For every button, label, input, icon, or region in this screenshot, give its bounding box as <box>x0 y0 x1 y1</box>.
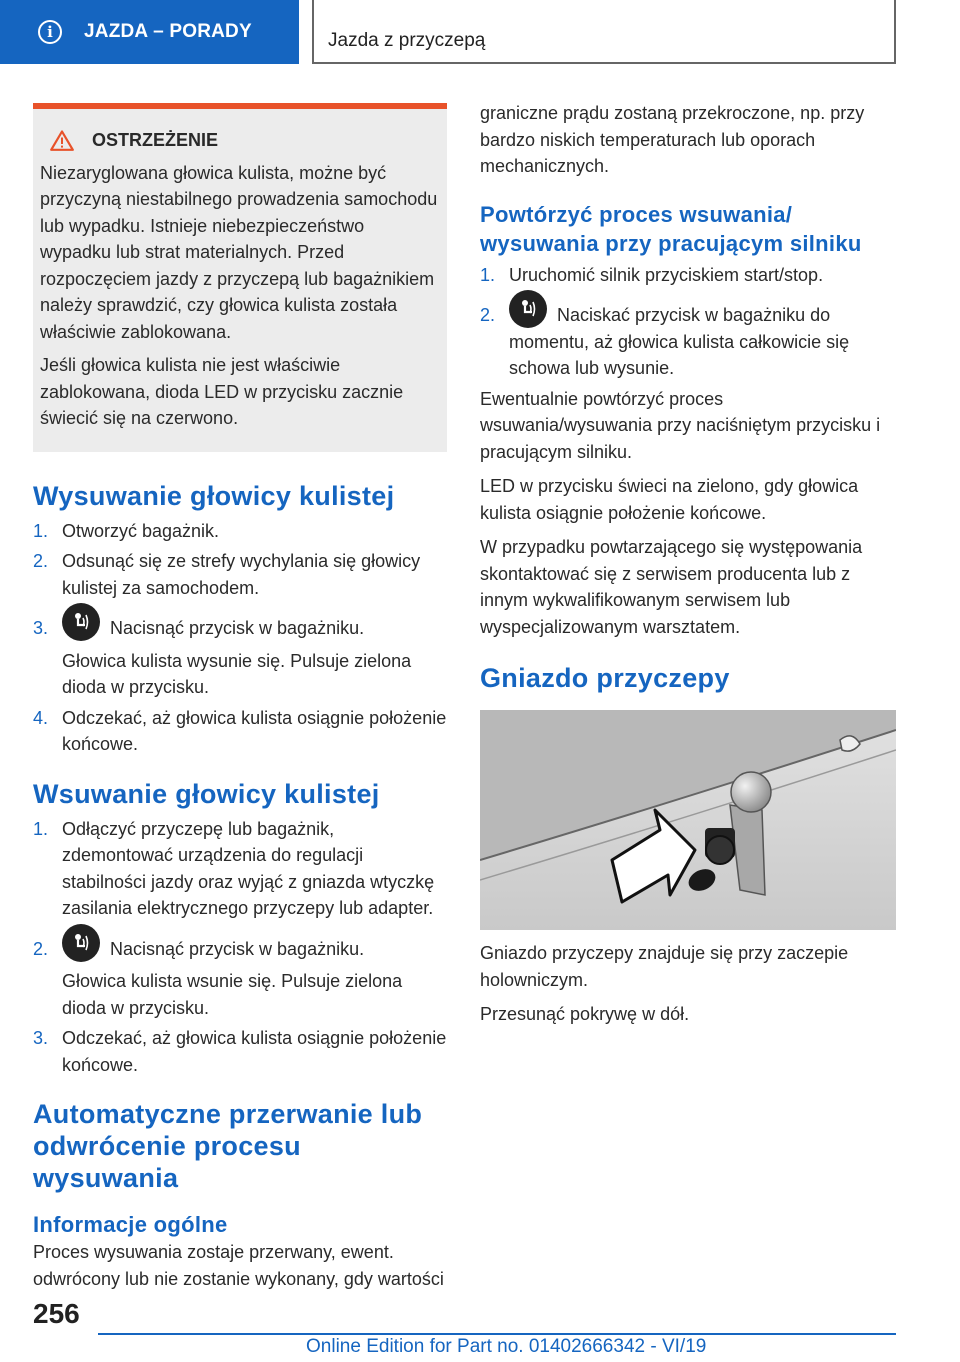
info-icon: i <box>38 20 62 44</box>
list-item: 3. Nacisnąć przycisk w bagażniku. Głowica kulista wysunie się. Pulsuje zielona dioda w przycisku. <box>33 615 447 701</box>
hitch-button-icon <box>62 924 100 962</box>
warning-text-1: Niezaryglowana głowica kulista, możne być przyczyną niestabilnego prowadzenia samochodu lub wypadku. Istnieje niebezpieczeństwo wypadku lub strat materialnych. Przed rozpoczęciem jazdy z przyczepą lub bagażnikiem należy sprawdzić, czy głowica kulista została właściwie zablokowana. <box>40 162 438 342</box>
topic-tab[interactable] <box>312 0 896 64</box>
list-item: 4. Odczekać, aż głowica kulista osiągnie położenie końcowe. <box>33 707 447 754</box>
warning-triangle-icon <box>50 130 74 151</box>
trailer-socket-photo <box>480 710 896 930</box>
hitch-button-icon <box>62 603 100 641</box>
section-label: JAZDA – PORADY <box>84 21 252 42</box>
socket-heading: Gniazdo przyczepy <box>480 663 730 693</box>
left-column <box>33 103 447 1300</box>
page-header <box>0 0 960 66</box>
warning-text-2: Jeśli głowica kulista nie jest właściwie zablokowana, dioda LED w przycisku zacznie świecić się na czerwono. <box>40 355 404 428</box>
auto-heading: Automatyczne przerwanie lub odwrócenie procesu wysuwania <box>33 1099 423 1193</box>
edition-text: Online Edition for Part no. 01402666342 - VI/19 <box>306 1336 707 1357</box>
section-tab[interactable] <box>0 0 299 64</box>
footer-divider <box>98 1333 896 1335</box>
trailer-socket-illustration <box>480 710 896 930</box>
topic-label: Jazda z przyczepą <box>328 30 486 51</box>
page-number: 256 <box>33 1298 80 1329</box>
retract-steps <box>33 816 447 1079</box>
auto-text: Proces wysuwania zostaje przerwany, ewent. odwrócony lub nie zostanie wykonany, gdy wartości <box>33 1242 444 1289</box>
repeat-steps <box>480 262 896 382</box>
list-item: 1. Odłączyć przyczepę lub bagażnik, zdemontować urządzenia do regulacji stabilności jazdy oraz wyjąć z gniazda wtyczkę zasilania elektrycznego przyczepy lub adapter. <box>33 818 435 918</box>
warning-title: OSTRZEŻENIE <box>40 127 439 154</box>
auto-subheading: Informacje ogólne <box>33 1212 228 1237</box>
list-item: 2. Odsunąć się ze strefy wychylania się głowicy kulistej za samochodem. <box>33 551 421 598</box>
retract-heading: Wsuwanie głowicy kulistej <box>33 778 380 809</box>
list-item: 2. Nacisnąć przycisk w bagażniku. Głowica kulista wsunie się. Pulsuje zielona dioda w przycisku. <box>33 936 447 1022</box>
list-item: 2. Naciskać przycisk w bagażniku do momentu, aż głowica kulista całkowicie się schowa lub wysunie. <box>480 302 896 382</box>
list-item: 3. Odczekać, aż głowica kulista osiągnie położenie końcowe. <box>33 1028 447 1075</box>
repeat-text-1: Ewentualnie powtórzyć proces wsuwania/wysuwania przy naciśniętym przycisku i pracującym silniku. <box>480 388 881 462</box>
right-column <box>480 100 896 1036</box>
repeat-text-3: W przypadku powtarzającego się występowania skontaktować się z serwisem producenta lub z innym wykwalifikowanym serwisem lub wyspecjalizowanym warsztatem. <box>480 537 863 637</box>
socket-text-2: Przesunąć pokrywę w dół. <box>480 1004 690 1024</box>
extend-heading: Wysuwanie głowicy kulistej <box>33 480 395 511</box>
hitch-button-icon <box>509 290 547 328</box>
list-item: 1. Otworzyć bagażnik. <box>33 520 220 541</box>
repeat-heading: Powtórzyć proces wsuwania/ wysuwania przy pracującym silniku <box>480 201 862 256</box>
repeat-text-2: LED w przycisku świeci na zielono, gdy głowica kulista osiągnie położenie końcowe. <box>480 476 859 523</box>
extend-steps <box>33 518 447 758</box>
socket-text-1: Gniazdo przyczepy znajduje się przy zaczepie holowniczym. <box>480 943 849 990</box>
list-item: 1. Uruchomić silnik przyciskiem start/stop. <box>480 264 824 285</box>
warning-box <box>33 103 447 452</box>
auto-text-continued: graniczne prądu zostaną przekroczone, np. przy bardzo niskich temperaturach lub oporach mechanicznych. <box>480 103 865 176</box>
